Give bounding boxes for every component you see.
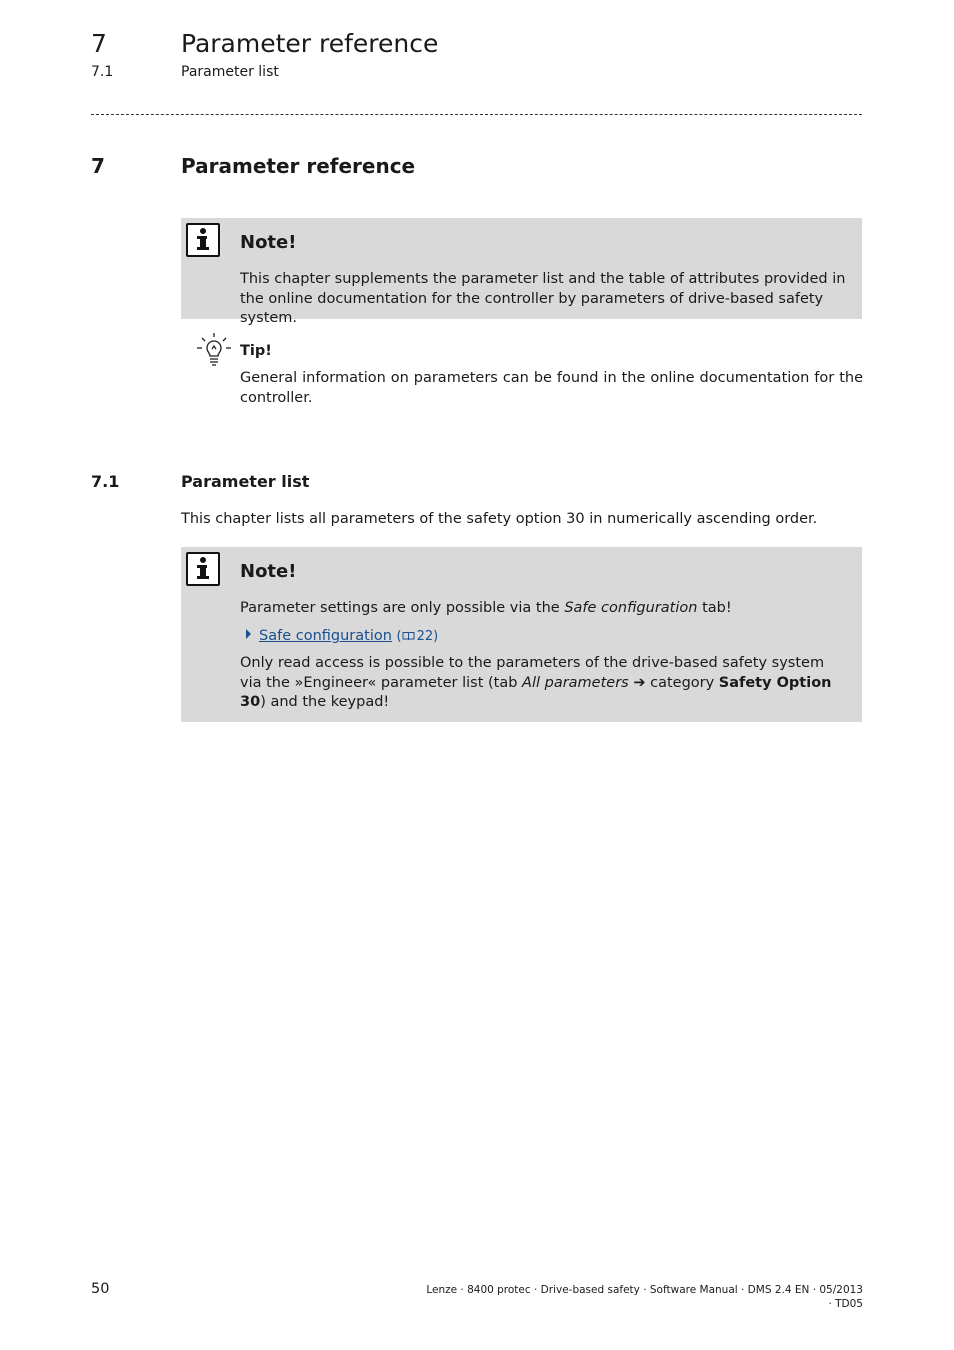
note-text-segment: Only read access is possible to the parameters of the drive-based safety system via the »Engineer« parameter list (tab xyxy=(240,655,825,691)
safe-configuration-link-row[interactable] xyxy=(240,627,438,646)
page-ref-number: 22 xyxy=(416,629,434,644)
section-number: 7.1 xyxy=(91,472,120,491)
header-divider xyxy=(91,114,862,115)
note-text-italic: Safe configuration xyxy=(564,600,698,616)
chapter-title: Parameter reference xyxy=(181,154,416,178)
note-text: This chapter supplements the parameter list and the table of attributes provided in the online documentation for the controller by parameters of drive-based safety system. xyxy=(240,271,846,326)
note-text-arrow: ➔ category xyxy=(628,674,719,691)
note-text-segment: ) and the keypad! xyxy=(260,694,390,710)
info-icon xyxy=(186,552,220,586)
header-section-title: Parameter list xyxy=(181,64,279,80)
note-text-bold: Safety Option 30 xyxy=(240,674,832,710)
book-icon xyxy=(402,631,415,641)
section-intro: This chapter lists all parameters of the safety option 30 in numerically ascending order. xyxy=(181,511,818,527)
header-section-number: 7.1 xyxy=(91,64,114,80)
note-box-2 xyxy=(181,547,862,722)
note-paragraph-1 xyxy=(240,599,850,619)
page-reference[interactable] xyxy=(397,629,439,644)
note-heading: Note! xyxy=(240,232,297,253)
page-ref-close: ) xyxy=(433,629,439,644)
note-text-italic: All parameters xyxy=(522,674,629,691)
footer-document-info: Lenze · 8400 protec · Drive-based safety · Software Manual · DMS 2.4 EN · 05/2013 · TD05 xyxy=(426,1284,863,1310)
note-box-1 xyxy=(181,218,862,326)
tip-text: General information on parameters can be found in the online documentation for the controller. xyxy=(240,370,863,406)
info-icon xyxy=(186,223,220,257)
triangle-right-icon xyxy=(246,629,251,639)
header-chapter-number: 7 xyxy=(91,29,107,58)
page-ref-open: ( xyxy=(396,629,402,644)
page-number: 50 xyxy=(91,1281,110,1297)
chapter-number: 7 xyxy=(91,154,105,178)
note-text-segment: tab! xyxy=(697,600,732,616)
note-heading: Note! xyxy=(240,561,297,582)
note-text-segment: Parameter settings are only possible via the xyxy=(240,600,565,616)
lightbulb-icon xyxy=(196,332,232,366)
tip-heading: Tip! xyxy=(240,343,272,359)
section-title: Parameter list xyxy=(181,472,310,491)
note-paragraph-2 xyxy=(240,654,850,713)
header-chapter-title: Parameter reference xyxy=(181,29,439,58)
safe-configuration-link[interactable]: Safe configuration xyxy=(259,628,392,644)
